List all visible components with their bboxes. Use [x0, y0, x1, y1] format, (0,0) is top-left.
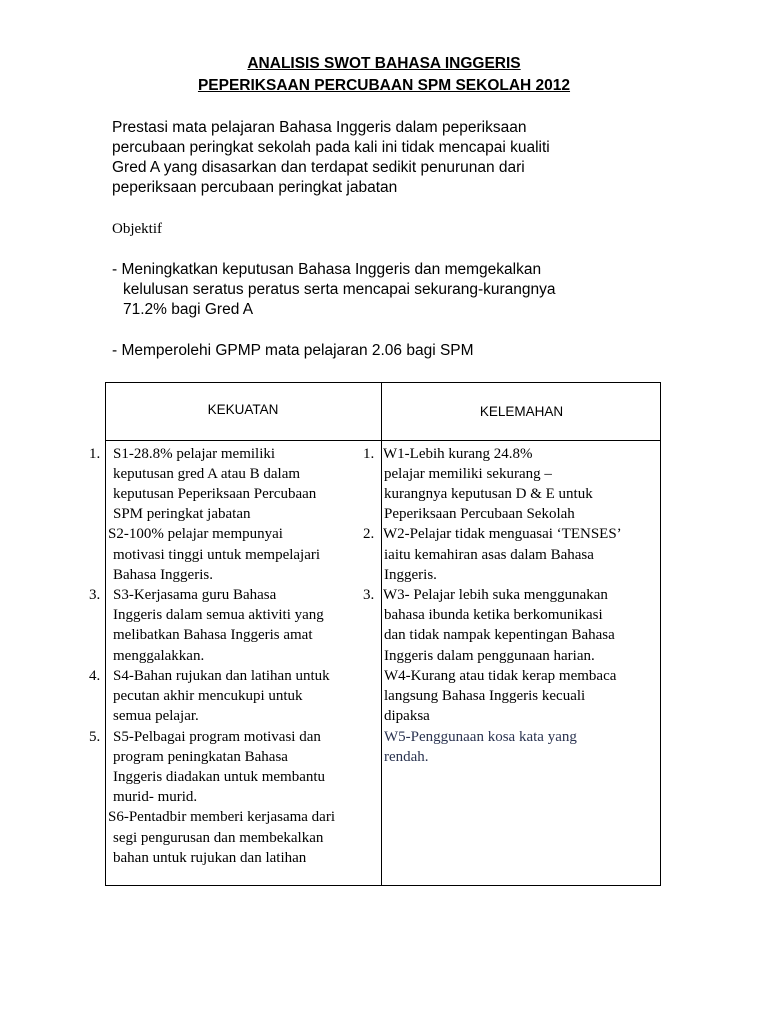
weakness-line: langsung Bahasa Inggeris kecuali	[384, 688, 586, 704]
header-kelemahan: KELEMAHAN	[479, 404, 564, 419]
strength-line: keputusan gred A atau B dalam	[113, 466, 301, 482]
objective-line: kelulusan seratus peratus serta mencapai sekurang-kurangnya	[123, 281, 556, 298]
weakness-number: 2.	[363, 526, 375, 542]
weakness-line: W4-Kurang atau tidak kerap membaca	[384, 668, 617, 684]
strength-number: 5.	[89, 729, 101, 745]
objective-line: - Meningkatkan keputusan Bahasa Inggeris dan memgekalkan	[112, 261, 542, 278]
weakness-line: Inggeris dalam penggunaan harian.	[384, 648, 595, 664]
table-header-divider	[105, 440, 661, 441]
weakness-line: W1-Lebih kurang 24.8%	[383, 446, 533, 462]
weakness-line: W5-Penggunaan kosa kata yang	[384, 729, 577, 745]
weakness-line: W2-Pelajar tidak menguasai ‘TENSES’	[383, 526, 622, 542]
intro-line: percubaan peringkat sekolah pada kali ini tidak mencapai kualiti	[112, 139, 550, 156]
strength-line: pecutan akhir mencukupi untuk	[113, 688, 303, 704]
strength-line: menggalakkan.	[113, 648, 205, 664]
strength-line: melibatkan Bahasa Inggeris amat	[113, 627, 313, 643]
document-subtitle: PEPERIKSAAN PERCUBAAN SPM SEKOLAH 2012	[197, 77, 571, 94]
weakness-line: W3- Pelajar lebih suka menggunakan	[383, 587, 608, 603]
strength-line: program peningkatan Bahasa	[113, 749, 288, 765]
strength-line: Inggeris dalam semua aktiviti yang	[113, 607, 324, 623]
strength-line: S5-Pelbagai program motivasi dan	[113, 729, 321, 745]
strength-line: bahan untuk rujukan dan latihan	[113, 850, 307, 866]
objective-line: 71.2% bagi Gred A	[123, 301, 254, 318]
strength-line: keputusan Peperiksaan Percubaan	[113, 486, 317, 502]
strength-number: 1.	[89, 446, 101, 462]
weakness-number: 1.	[363, 446, 375, 462]
strength-line: S6-Pentadbir memberi kerjasama dari	[108, 809, 336, 825]
strength-line: S2-100% pelajar mempunyai	[108, 526, 283, 542]
strength-line: motivasi tinggi untuk mempelajari	[113, 547, 321, 563]
document-title: ANALISIS SWOT BAHASA INGGERIS	[247, 55, 521, 72]
objective-line: - Memperolehi GPMP mata pelajaran 2.06 bagi SPM	[112, 342, 474, 359]
strength-line: S1-28.8% pelajar memiliki	[113, 446, 276, 462]
intro-line: Prestasi mata pelajaran Bahasa Inggeris dalam peperiksaan	[112, 119, 527, 136]
table-column-divider	[381, 382, 382, 886]
header-kekuatan: KEKUATAN	[207, 402, 279, 417]
strength-number: 3.	[89, 587, 101, 603]
weakness-number: 3.	[363, 587, 375, 603]
strength-line: S4-Bahan rujukan dan latihan untuk	[113, 668, 330, 684]
strength-line: Inggeris diadakan untuk membantu	[113, 769, 326, 785]
strength-line: semua pelajar.	[113, 708, 199, 724]
weakness-line: pelajar memiliki sekurang –	[384, 466, 552, 482]
strength-line: Bahasa Inggeris.	[113, 567, 213, 583]
strength-line: segi pengurusan dan membekalkan	[113, 830, 324, 846]
strength-line: SPM peringkat jabatan	[113, 506, 251, 522]
intro-line: peperiksaan percubaan peringkat jabatan	[112, 179, 398, 196]
intro-line: Gred A yang disasarkan dan terdapat sedikit penurunan dari	[112, 159, 525, 176]
weakness-line: rendah.	[384, 749, 429, 765]
strength-number: 4.	[89, 668, 101, 684]
weakness-line: dan tidak nampak kepentingan Bahasa	[384, 627, 615, 643]
objektif-heading: Objektif	[112, 221, 162, 237]
strength-line: murid- murid.	[113, 789, 198, 805]
strength-line: S3-Kerjasama guru Bahasa	[113, 587, 277, 603]
weakness-line: dipaksa	[384, 708, 430, 724]
weakness-line: Inggeris.	[384, 567, 437, 583]
weakness-line: Peperiksaan Percubaan Sekolah	[384, 506, 575, 522]
weakness-line: iaitu kemahiran asas dalam Bahasa	[384, 547, 594, 563]
weakness-line: kurangnya keputusan D & E untuk	[384, 486, 593, 502]
weakness-line: bahasa ibunda ketika berkomunikasi	[384, 607, 603, 623]
